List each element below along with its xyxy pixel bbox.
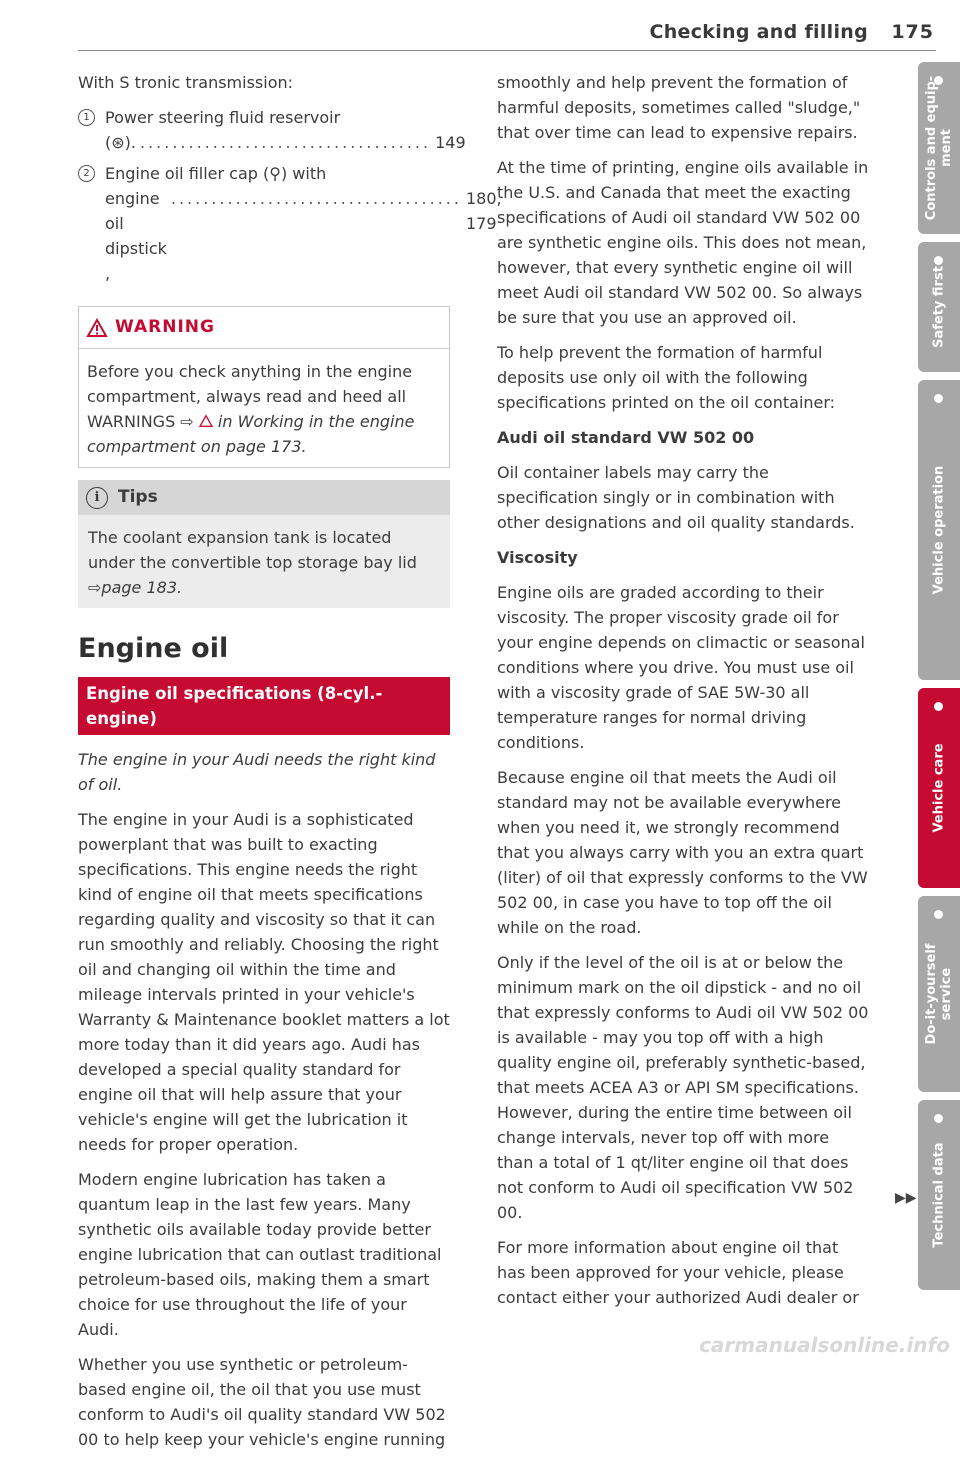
- warning-title: WARNING: [115, 317, 215, 337]
- watermark: carmanualsonline.info: [699, 1333, 950, 1357]
- body-paragraph: To help prevent the formation of harmful deposits use only oil with the following specifications printed on the oil container:: [497, 343, 836, 412]
- tab-dot-icon: [934, 1114, 943, 1123]
- warning-box: [78, 306, 450, 468]
- side-tab-label: Safety first: [931, 266, 947, 348]
- tips-cross-ref[interactable]: ⇨page 183.: [88, 578, 183, 597]
- body-paragraph: At the time of printing, engine oils available in the U.S. and Canada that meet the exacting specifications of Audi oil standard VW 502 00 are synthetic engine oils. This does not mean, however, that every synthetic engine oil will meet Audi oil standard VW 502 00. So always be sure that you use an approved oil.: [497, 158, 869, 327]
- section-intro: The engine in your Audi needs the right kind of oil.: [78, 750, 436, 794]
- tab-dot-icon: [934, 910, 943, 919]
- callout-number: 2: [78, 165, 95, 182]
- side-tab-label: Do-it-yourself service: [924, 943, 954, 1045]
- oil-standard-heading: Audi oil standard VW 502 00: [497, 428, 755, 447]
- dot-leader: ....................................: [170, 189, 462, 208]
- side-tab-vehicle-operation[interactable]: [918, 380, 960, 680]
- index-page-ref[interactable]: 149: [435, 133, 466, 152]
- warning-text: Before you check anything in the engine compartment, always read and heed all WARNINGS ⇨: [87, 362, 413, 431]
- warning-body: [79, 349, 449, 467]
- right-column: [497, 70, 869, 1320]
- index-item: [78, 105, 466, 155]
- body-paragraph: Modern engine lubrication has taken a quantum leap in the last few years. Many synthetic oils available today provide better engine lubrication that can outlast traditional petroleum-based oils, making them a smart choice for use throughout the life of your Audi.: [78, 1170, 442, 1339]
- warning-header: [79, 307, 449, 349]
- side-tab-label: Vehicle operation: [931, 465, 947, 595]
- index-label: Engine oil filler cap (⚲) with: [105, 164, 327, 183]
- side-tab-controls[interactable]: [918, 62, 960, 234]
- side-tab-technical-data[interactable]: [918, 1100, 960, 1290]
- side-tab-label: Technical data: [931, 1142, 947, 1248]
- tab-dot-icon: [934, 702, 943, 711]
- body-paragraph: The engine in your Audi is a sophisticated powerplant that was built to exacting specifications. This engine needs the right kind of engine oil that meets specifications regarding quality and viscosity so that it can run smoothly and reliably. Choosing the right oil and changing oil within the time and mileage intervals printed in your vehicle's Warranty & Maintenance booklet matters a lot more today than it did years ago. Audi has developed a special quality standard for engine oil that will help assure that your vehicle's engine will get the lubrication it needs for proper operation.: [78, 810, 450, 1154]
- index-symbol: engine oil dipstick ,: [105, 189, 167, 283]
- body-paragraph: For more information about engine oil that has been approved for your vehicle, please contact either your authorized Audi dealer or: [497, 1238, 859, 1307]
- tips-box: [78, 480, 450, 608]
- index-item: [78, 161, 502, 286]
- body-paragraph: Whether you use synthetic or petroleum-based engine oil, the oil that you use must conform to Audi's oil quality standard VW 502 00 to help keep your vehicle's engine running: [78, 1355, 446, 1449]
- side-tab-label: Vehicle care: [931, 743, 947, 833]
- body-paragraph: smoothly and help prevent the formation of harmful deposits, sometimes called "sludge," that over time can lead to expensive repairs.: [497, 73, 861, 142]
- page-number: 175: [891, 21, 934, 43]
- tips-header: [78, 480, 450, 515]
- viscosity-heading: Viscosity: [497, 548, 578, 567]
- tips-text: The coolant expansion tank is located under the convertible top storage bay lid: [88, 528, 417, 572]
- body-paragraph: Because engine oil that meets the Audi oil standard may not be available everywhere when you need it, we strongly recommend that you always carry with you an extra quart (liter) of oil that expressly conforms to the VW 502 00, in case you have to top off the oil while on the road.: [497, 768, 868, 937]
- tab-dot-icon: [934, 256, 943, 265]
- body-paragraph: Only if the level of the oil is at or below the minimum mark on the oil dipstick - and no oil that expressly conforms to Audi oil VW 502 00 is available - may you top off with a high quality engine oil, preferably synthetic-based, that meets ACEA A3 or API SM specifications. However, during the entire time between oil change intervals, never top off with more than a total of 1 qt/liter engine oil that does not conform to Audi oil specification VW 502 00.: [497, 953, 869, 1222]
- warning-cross-ref[interactable]: in Working in the engine compartment on page 173.: [87, 412, 415, 456]
- warning-ref-icon: [199, 415, 213, 427]
- tips-body: [78, 515, 450, 608]
- dot-leader: ....................................: [139, 133, 432, 152]
- warning-triangle-icon: [87, 319, 107, 337]
- side-tab-diy-service[interactable]: [918, 896, 960, 1092]
- body-paragraph: Oil container labels may carry the specification singly or in combination with other designations and oil quality standards.: [497, 463, 855, 532]
- section-title: Engine oil: [78, 633, 229, 664]
- intro-line: With S tronic transmission:: [78, 73, 294, 92]
- header-section-title: Checking and filling: [649, 21, 868, 43]
- index-symbol: (⊛).: [105, 133, 136, 152]
- index-label: Power steering fluid reservoir: [105, 108, 341, 127]
- side-tab-label: Controls and equip- ment: [924, 75, 954, 221]
- header-rule: [78, 50, 936, 51]
- tab-dot-icon: [934, 394, 943, 403]
- continue-arrow-icon: ▶▶: [895, 1190, 917, 1206]
- info-icon: i: [86, 487, 108, 509]
- tips-title: Tips: [118, 487, 158, 507]
- callout-number: 1: [78, 109, 95, 126]
- body-paragraph: Engine oils are graded according to their viscosity. The proper viscosity grade oil for your engine depends on climactic or seasonal conditions where you drive. You must use oil with a viscosity grade of SAE 5W-30 all temperature ranges for normal driving conditions.: [497, 583, 865, 752]
- side-tab-vehicle-care[interactable]: [918, 688, 960, 888]
- left-column: [78, 70, 502, 1462]
- index-page-ref[interactable]: 180, 179: [465, 189, 502, 233]
- side-tab-safety[interactable]: [918, 242, 960, 372]
- subsection-title-bar: Engine oil specifications (8-cyl.-engine): [78, 677, 450, 735]
